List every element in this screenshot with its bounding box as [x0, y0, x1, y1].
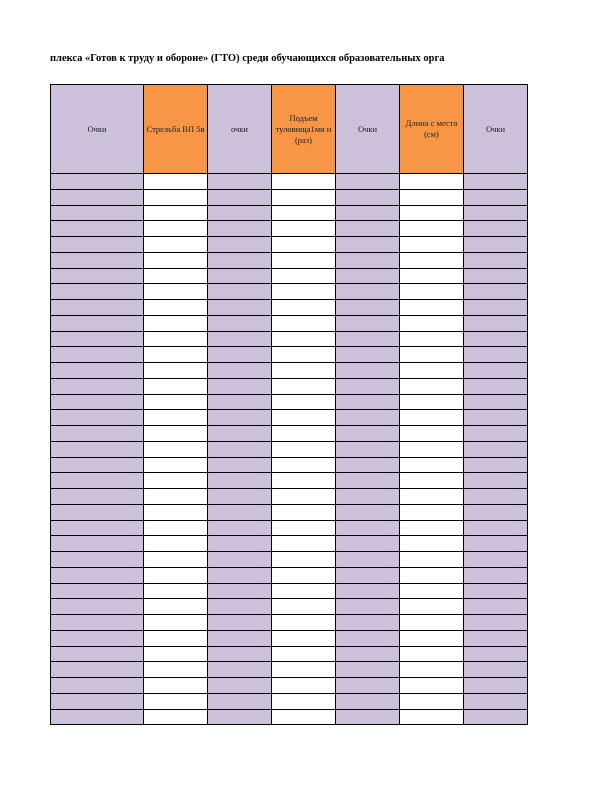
score-cell: [464, 300, 528, 316]
score-cell: [51, 174, 144, 190]
score-cell: [336, 394, 400, 410]
input-cell[interactable]: [272, 378, 336, 394]
input-cell[interactable]: [400, 363, 464, 379]
table-row: [51, 552, 528, 568]
input-cell[interactable]: [400, 662, 464, 678]
table-row: [51, 630, 528, 646]
input-cell[interactable]: [144, 252, 208, 268]
table-row: [51, 615, 528, 631]
input-cell[interactable]: [272, 284, 336, 300]
input-cell[interactable]: [144, 504, 208, 520]
score-cell: [464, 693, 528, 709]
score-cell: [51, 709, 144, 725]
score-cell: [464, 520, 528, 536]
score-cell: [464, 630, 528, 646]
input-cell[interactable]: [400, 457, 464, 473]
table-row: [51, 174, 528, 190]
score-cell: [208, 630, 272, 646]
input-cell[interactable]: [400, 473, 464, 489]
input-cell[interactable]: [272, 347, 336, 363]
input-cell[interactable]: [272, 662, 336, 678]
score-cell: [208, 599, 272, 615]
input-cell[interactable]: [272, 678, 336, 694]
score-cell: [208, 300, 272, 316]
score-cell: [208, 709, 272, 725]
input-cell[interactable]: [272, 331, 336, 347]
table-row: [51, 410, 528, 426]
score-cell: [51, 252, 144, 268]
score-cell: [464, 347, 528, 363]
score-cell: [336, 378, 400, 394]
score-cell: [208, 615, 272, 631]
input-cell[interactable]: [144, 646, 208, 662]
input-cell[interactable]: [272, 473, 336, 489]
input-cell[interactable]: [272, 520, 336, 536]
input-cell[interactable]: [144, 615, 208, 631]
header-long-jump: Длина с места (см): [400, 85, 464, 174]
input-cell[interactable]: [272, 189, 336, 205]
score-cell: [464, 237, 528, 253]
score-cell: [51, 315, 144, 331]
input-cell[interactable]: [400, 394, 464, 410]
input-cell[interactable]: [144, 536, 208, 552]
input-cell[interactable]: [272, 583, 336, 599]
score-cell: [51, 567, 144, 583]
score-cell: [51, 489, 144, 505]
input-cell[interactable]: [272, 300, 336, 316]
input-cell[interactable]: [144, 441, 208, 457]
header-points-3: Очки: [336, 85, 400, 174]
table-row: [51, 315, 528, 331]
score-cell: [464, 221, 528, 237]
header-shooting: Стрельба ВП 5в: [144, 85, 208, 174]
input-cell[interactable]: [400, 315, 464, 331]
input-cell[interactable]: [144, 237, 208, 253]
score-cell: [51, 300, 144, 316]
input-cell[interactable]: [400, 205, 464, 221]
input-cell[interactable]: [400, 441, 464, 457]
score-cell: [464, 615, 528, 631]
score-cell: [51, 284, 144, 300]
input-cell[interactable]: [144, 205, 208, 221]
score-cell: [51, 473, 144, 489]
input-cell[interactable]: [144, 567, 208, 583]
score-cell: [208, 457, 272, 473]
score-cell: [464, 410, 528, 426]
score-cell: [208, 520, 272, 536]
table-row: [51, 709, 528, 725]
score-cell: [464, 457, 528, 473]
score-cell: [464, 363, 528, 379]
score-cell: [464, 315, 528, 331]
page-title: плекса «Готов к труду и обороне» (ГТО) среди обучающихся образовательных орга: [50, 53, 445, 64]
score-cell: [208, 536, 272, 552]
input-cell[interactable]: [144, 426, 208, 442]
score-cell: [464, 599, 528, 615]
score-cell: [336, 599, 400, 615]
score-cell: [464, 441, 528, 457]
input-cell[interactable]: [400, 237, 464, 253]
score-cell: [208, 331, 272, 347]
header-points-4: Очки: [464, 85, 528, 174]
input-cell[interactable]: [272, 536, 336, 552]
score-cell: [336, 237, 400, 253]
score-cell: [208, 552, 272, 568]
score-cell: [336, 567, 400, 583]
score-cell: [51, 630, 144, 646]
input-cell[interactable]: [144, 520, 208, 536]
input-cell[interactable]: [400, 646, 464, 662]
score-cell: [464, 473, 528, 489]
score-cell: [208, 473, 272, 489]
score-cell: [51, 552, 144, 568]
score-cell: [336, 426, 400, 442]
table-row: [51, 378, 528, 394]
table-row: [51, 268, 528, 284]
input-cell[interactable]: [400, 693, 464, 709]
input-cell[interactable]: [400, 536, 464, 552]
score-cell: [208, 504, 272, 520]
score-cell: [208, 268, 272, 284]
score-cell: [51, 331, 144, 347]
table-row: [51, 441, 528, 457]
score-cell: [464, 567, 528, 583]
input-cell[interactable]: [400, 189, 464, 205]
table-row: [51, 646, 528, 662]
score-cell: [51, 410, 144, 426]
input-cell[interactable]: [400, 552, 464, 568]
score-cell: [464, 646, 528, 662]
score-cell: [336, 630, 400, 646]
score-cell: [336, 284, 400, 300]
score-cell: [464, 174, 528, 190]
score-cell: [51, 221, 144, 237]
score-cell: [464, 252, 528, 268]
input-cell[interactable]: [144, 410, 208, 426]
input-cell[interactable]: [400, 284, 464, 300]
score-cell: [51, 678, 144, 694]
input-cell[interactable]: [272, 552, 336, 568]
score-cell: [464, 205, 528, 221]
table-row: [51, 536, 528, 552]
table-row: [51, 662, 528, 678]
input-cell[interactable]: [144, 662, 208, 678]
score-cell: [51, 615, 144, 631]
score-cell: [51, 693, 144, 709]
table-row: [51, 347, 528, 363]
input-cell[interactable]: [400, 678, 464, 694]
input-cell[interactable]: [272, 489, 336, 505]
score-cell: [51, 394, 144, 410]
score-cell: [336, 268, 400, 284]
score-cell: [51, 189, 144, 205]
score-cell: [336, 189, 400, 205]
score-cell: [208, 583, 272, 599]
score-cell: [208, 378, 272, 394]
score-cell: [336, 410, 400, 426]
input-cell[interactable]: [400, 378, 464, 394]
table-row: [51, 678, 528, 694]
score-cell: [464, 489, 528, 505]
input-cell[interactable]: [400, 331, 464, 347]
input-cell[interactable]: [144, 363, 208, 379]
score-cell: [51, 646, 144, 662]
score-cell: [51, 662, 144, 678]
score-cell: [208, 567, 272, 583]
input-cell[interactable]: [144, 284, 208, 300]
input-cell[interactable]: [400, 221, 464, 237]
table-row: [51, 221, 528, 237]
input-cell[interactable]: [144, 268, 208, 284]
input-cell[interactable]: [272, 567, 336, 583]
input-cell[interactable]: [272, 457, 336, 473]
input-cell[interactable]: [272, 630, 336, 646]
score-cell: [51, 583, 144, 599]
input-cell[interactable]: [144, 630, 208, 646]
score-cell: [464, 504, 528, 520]
score-cell: [51, 426, 144, 442]
input-cell[interactable]: [144, 552, 208, 568]
input-cell[interactable]: [144, 221, 208, 237]
score-cell: [208, 410, 272, 426]
score-cell: [464, 552, 528, 568]
input-cell[interactable]: [272, 174, 336, 190]
score-cell: [51, 205, 144, 221]
score-cell: [208, 441, 272, 457]
header-row: [51, 85, 528, 174]
score-cell: [336, 693, 400, 709]
input-cell[interactable]: [400, 615, 464, 631]
input-cell[interactable]: [144, 709, 208, 725]
table-row: [51, 189, 528, 205]
score-cell: [51, 363, 144, 379]
score-cell: [51, 520, 144, 536]
table-row: [51, 284, 528, 300]
input-cell[interactable]: [400, 426, 464, 442]
input-cell[interactable]: [144, 174, 208, 190]
score-cell: [336, 331, 400, 347]
score-cell: [336, 520, 400, 536]
input-cell[interactable]: [144, 189, 208, 205]
score-cell: [208, 284, 272, 300]
input-cell[interactable]: [400, 583, 464, 599]
score-cell: [336, 662, 400, 678]
score-cell: [464, 331, 528, 347]
input-cell[interactable]: [272, 709, 336, 725]
input-cell[interactable]: [144, 473, 208, 489]
score-cell: [51, 378, 144, 394]
table-row: [51, 489, 528, 505]
header-points-2: очки: [208, 85, 272, 174]
header-points-1: Очки: [51, 85, 144, 174]
score-cell: [336, 221, 400, 237]
score-cell: [51, 237, 144, 253]
score-cell: [336, 174, 400, 190]
score-cell: [464, 662, 528, 678]
score-cell: [336, 315, 400, 331]
score-cell: [208, 205, 272, 221]
table-row: [51, 394, 528, 410]
score-cell: [336, 473, 400, 489]
input-cell[interactable]: [272, 205, 336, 221]
input-cell[interactable]: [144, 347, 208, 363]
input-cell[interactable]: [400, 567, 464, 583]
table-row: [51, 252, 528, 268]
input-cell[interactable]: [272, 237, 336, 253]
table-row: [51, 583, 528, 599]
score-cell: [336, 583, 400, 599]
table-row: [51, 457, 528, 473]
input-cell[interactable]: [400, 252, 464, 268]
table-row: [51, 599, 528, 615]
input-cell[interactable]: [272, 221, 336, 237]
score-cell: [51, 347, 144, 363]
input-cell[interactable]: [400, 599, 464, 615]
table-row: [51, 693, 528, 709]
score-cell: [464, 394, 528, 410]
score-cell: [208, 237, 272, 253]
input-cell[interactable]: [400, 410, 464, 426]
score-cell: [336, 300, 400, 316]
input-cell[interactable]: [272, 315, 336, 331]
score-cell: [208, 426, 272, 442]
header-situps: Подъем туловища1ми н (раз): [272, 85, 336, 174]
input-cell[interactable]: [144, 583, 208, 599]
input-cell[interactable]: [400, 268, 464, 284]
input-cell[interactable]: [400, 520, 464, 536]
input-cell[interactable]: [144, 315, 208, 331]
score-cell: [208, 189, 272, 205]
score-cell: [336, 504, 400, 520]
score-cell: [208, 174, 272, 190]
score-cell: [208, 489, 272, 505]
score-cell: [336, 489, 400, 505]
input-cell[interactable]: [272, 693, 336, 709]
table-row: [51, 300, 528, 316]
score-cell: [464, 709, 528, 725]
score-cell: [464, 284, 528, 300]
table-row: [51, 567, 528, 583]
input-cell[interactable]: [144, 457, 208, 473]
input-cell[interactable]: [272, 615, 336, 631]
input-cell[interactable]: [144, 599, 208, 615]
table-row: [51, 426, 528, 442]
score-cell: [51, 504, 144, 520]
input-cell[interactable]: [272, 268, 336, 284]
score-cell: [336, 441, 400, 457]
table-row: [51, 363, 528, 379]
score-cell: [336, 252, 400, 268]
input-cell[interactable]: [144, 693, 208, 709]
score-cell: [208, 363, 272, 379]
score-cell: [51, 268, 144, 284]
input-cell[interactable]: [144, 331, 208, 347]
input-cell[interactable]: [272, 252, 336, 268]
score-cell: [336, 536, 400, 552]
score-cell: [464, 268, 528, 284]
score-cell: [336, 709, 400, 725]
score-cell: [208, 252, 272, 268]
input-cell[interactable]: [144, 378, 208, 394]
input-cell[interactable]: [272, 394, 336, 410]
score-cell: [208, 693, 272, 709]
table-body: [51, 174, 528, 725]
score-cell: [208, 347, 272, 363]
table-row: [51, 504, 528, 520]
results-table: [50, 84, 528, 725]
score-cell: [208, 646, 272, 662]
score-cell: [51, 457, 144, 473]
score-cell: [336, 363, 400, 379]
input-cell[interactable]: [400, 489, 464, 505]
input-cell[interactable]: [272, 441, 336, 457]
score-cell: [51, 536, 144, 552]
input-cell[interactable]: [400, 347, 464, 363]
input-cell[interactable]: [272, 646, 336, 662]
input-cell[interactable]: [272, 363, 336, 379]
input-cell[interactable]: [400, 709, 464, 725]
score-cell: [208, 662, 272, 678]
table-row: [51, 520, 528, 536]
input-cell[interactable]: [144, 489, 208, 505]
score-cell: [336, 615, 400, 631]
input-cell[interactable]: [144, 300, 208, 316]
input-cell[interactable]: [400, 630, 464, 646]
input-cell[interactable]: [272, 426, 336, 442]
score-cell: [208, 315, 272, 331]
input-cell[interactable]: [144, 678, 208, 694]
input-cell[interactable]: [400, 174, 464, 190]
score-cell: [51, 441, 144, 457]
score-cell: [336, 646, 400, 662]
score-cell: [51, 599, 144, 615]
input-cell[interactable]: [272, 599, 336, 615]
input-cell[interactable]: [272, 504, 336, 520]
input-cell[interactable]: [272, 410, 336, 426]
table-row: [51, 237, 528, 253]
table-row: [51, 473, 528, 489]
score-cell: [336, 678, 400, 694]
score-cell: [336, 205, 400, 221]
score-cell: [464, 536, 528, 552]
table-row: [51, 331, 528, 347]
input-cell[interactable]: [400, 504, 464, 520]
score-cell: [336, 347, 400, 363]
score-cell: [336, 457, 400, 473]
score-cell: [464, 426, 528, 442]
input-cell[interactable]: [400, 300, 464, 316]
score-cell: [208, 678, 272, 694]
score-cell: [336, 552, 400, 568]
score-cell: [208, 394, 272, 410]
score-cell: [208, 221, 272, 237]
score-cell: [464, 678, 528, 694]
score-cell: [464, 378, 528, 394]
score-cell: [464, 583, 528, 599]
table-row: [51, 205, 528, 221]
input-cell[interactable]: [144, 394, 208, 410]
score-cell: [464, 189, 528, 205]
